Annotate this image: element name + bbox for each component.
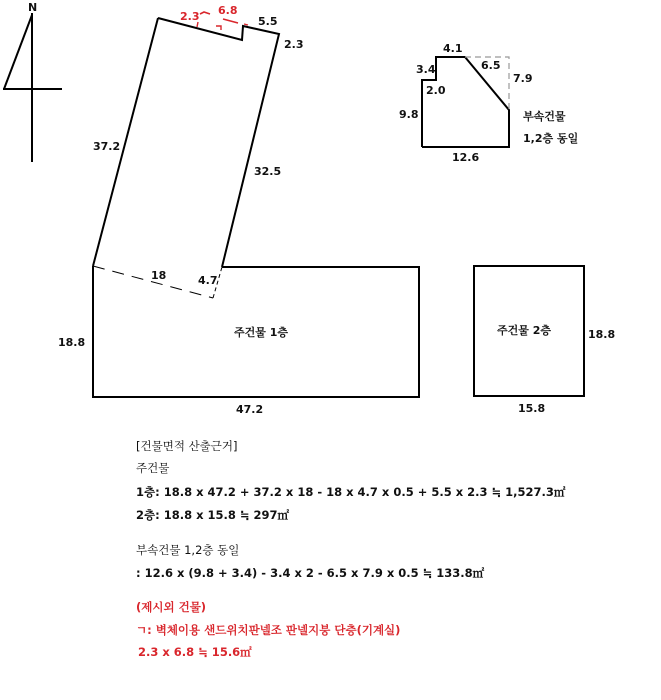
annex-dim-top: 4.1 [443,42,463,55]
notes-excluded-formula: 2.3 x 6.8 ≒ 15.6㎡ [138,645,252,659]
annex-dim-step-horizontal: 2.0 [426,84,446,97]
notes-floor1-formula: 1층: 18.8 x 47.2 + 37.2 x 18 - 18 x 4.7 x 0.5 + 5.5 x 2.3 ≒ 1,527.3㎡ [136,485,566,499]
annex-dim-bottom: 12.6 [452,151,480,164]
annex-dim-left: 9.8 [399,108,419,121]
dim-left-side: 37.2 [93,140,121,153]
dim-right-short: 2.3 [284,38,304,51]
excluded-length-label: 6.8 [218,4,238,17]
floor2-title: 주건물 2층 [497,324,551,337]
dim-bottom-dashed: 18 [151,269,167,282]
annex-title-line1: 부속건물 [523,110,566,123]
notes-floor2-formula: 2층: 18.8 x 15.8 ≒ 297㎡ [136,508,290,522]
excluded-width-label: 2.3 [180,10,200,23]
floor2-height: 18.8 [588,328,616,341]
dim-top-right: 5.5 [258,15,278,28]
floor2-width: 15.8 [518,402,546,415]
north-label: N [28,1,38,14]
notes-header: [건물면적 산출근거] [136,439,238,453]
main-building-wing [93,18,282,298]
north-arrow-icon [3,13,62,162]
dim-bottom-short: 4.7 [198,274,218,287]
notes-annex-formula: : 12.6 x (9.8 + 3.4) - 3.4 x 2 - 6.5 x 7.9 x 0.5 ≒ 133.8㎡ [136,566,485,580]
dim-right-side: 32.5 [254,165,282,178]
notes-main-title: 주건물 [136,461,170,475]
floor1-width: 47.2 [236,403,264,416]
annex-title-line2: 1,2층 동일 [523,132,579,145]
annex-dim-step-vertical: 3.4 [416,63,436,76]
annex-dim-diagonal-width: 6.5 [481,59,501,72]
floor1-title: 주건물 1층 [234,326,288,339]
annex-dim-diagonal-height: 7.9 [513,72,533,85]
notes-annex-title: 부속건물 1,2층 동일 [136,543,240,557]
floor1-height: 18.8 [58,336,86,349]
notes-excluded-title: (제시외 건물) [136,600,207,614]
notes-excluded-desc: ㄱ: 벽체이용 샌드위치판넬조 판넬지붕 단층(기계실) [136,623,401,637]
